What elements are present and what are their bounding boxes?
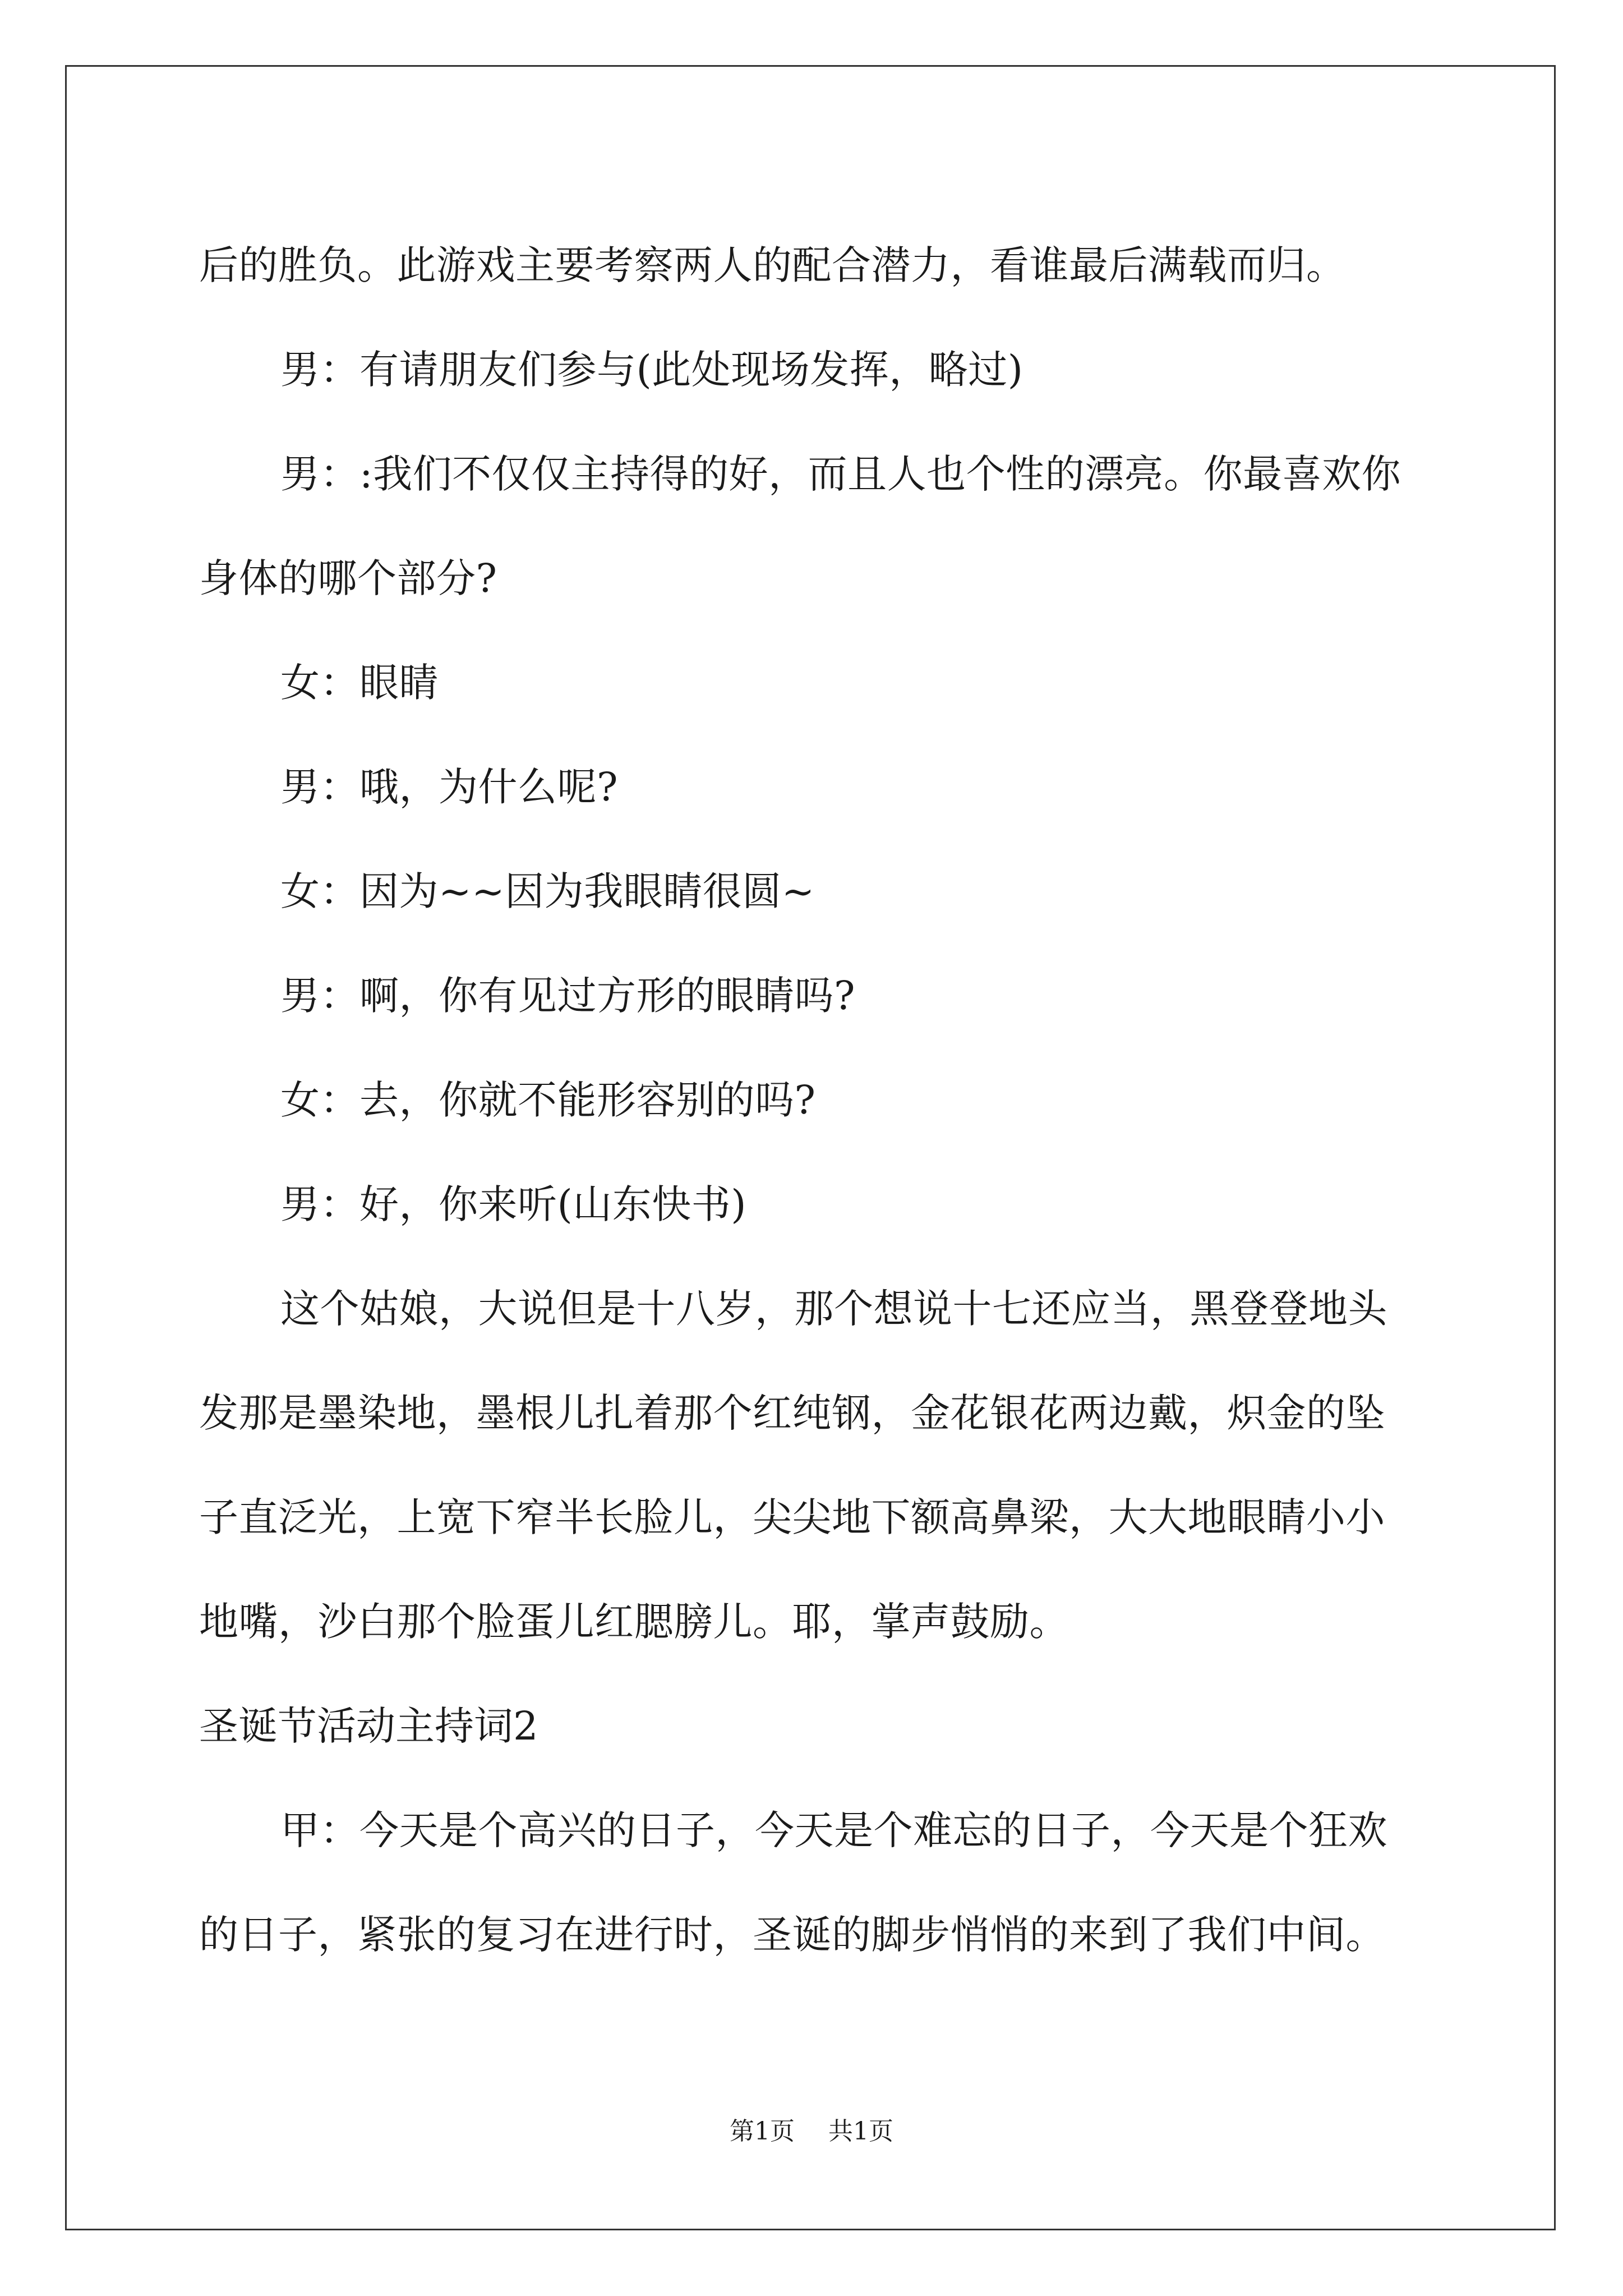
page-number: 第1页	[730, 2117, 795, 2146]
text-line: 的日子，紧张的复习在进行时，圣诞的脚步悄悄的来到了我们中间。	[199, 1912, 1385, 1958]
text-line: 这个姑娘，大说但是十八岁，那个想说十七还应当，黑登登地头	[280, 1286, 1387, 1332]
text-line: 地嘴，沙白那个脸蛋儿红腮膀儿。耶，掌声鼓励。	[199, 1599, 1069, 1645]
page-footer	[0, 2115, 1623, 2148]
text-line: 身体的哪个部分?	[199, 555, 497, 601]
text-line: 甲：今天是个高兴的日子，今天是个难忘的日子，今天是个狂欢	[280, 1807, 1387, 1853]
text-line: 女：眼睛	[280, 660, 439, 706]
text-line: 男：哦，为什么呢?	[280, 764, 619, 810]
text-line: 女：去，你就不能形容别的吗?	[280, 1077, 816, 1123]
text-line: 男：:我们不仅仅主持得的好，而且人也个性的漂亮。你最喜欢你	[280, 451, 1401, 497]
text-line: 男：好，你来听(山东快书)	[280, 1181, 747, 1227]
text-line: 发那是墨染地，墨根儿扎着那个红纯钢，金花银花两边戴，炽金的坠	[199, 1390, 1385, 1436]
text-line: 女：因为~~因为我眼睛很圆~	[280, 868, 815, 914]
section-heading: 圣诞节活动主持词2	[199, 1703, 538, 1749]
text-line: 男：有请朋友们参与(此处现场发挥，略过)	[280, 347, 1023, 393]
text-line: 男：啊，你有见过方形的眼睛吗?	[280, 973, 856, 1019]
text-line: 子直泛光，上宽下窄半长脸儿，尖尖地下额高鼻梁，大大地眼睛小小	[199, 1494, 1385, 1540]
document-body	[199, 213, 1433, 1987]
page-total: 共1页	[828, 2117, 893, 2146]
text-line: 后的胜负。此游戏主要考察两人的配合潜力，看谁最后满载而归。	[199, 242, 1346, 288]
